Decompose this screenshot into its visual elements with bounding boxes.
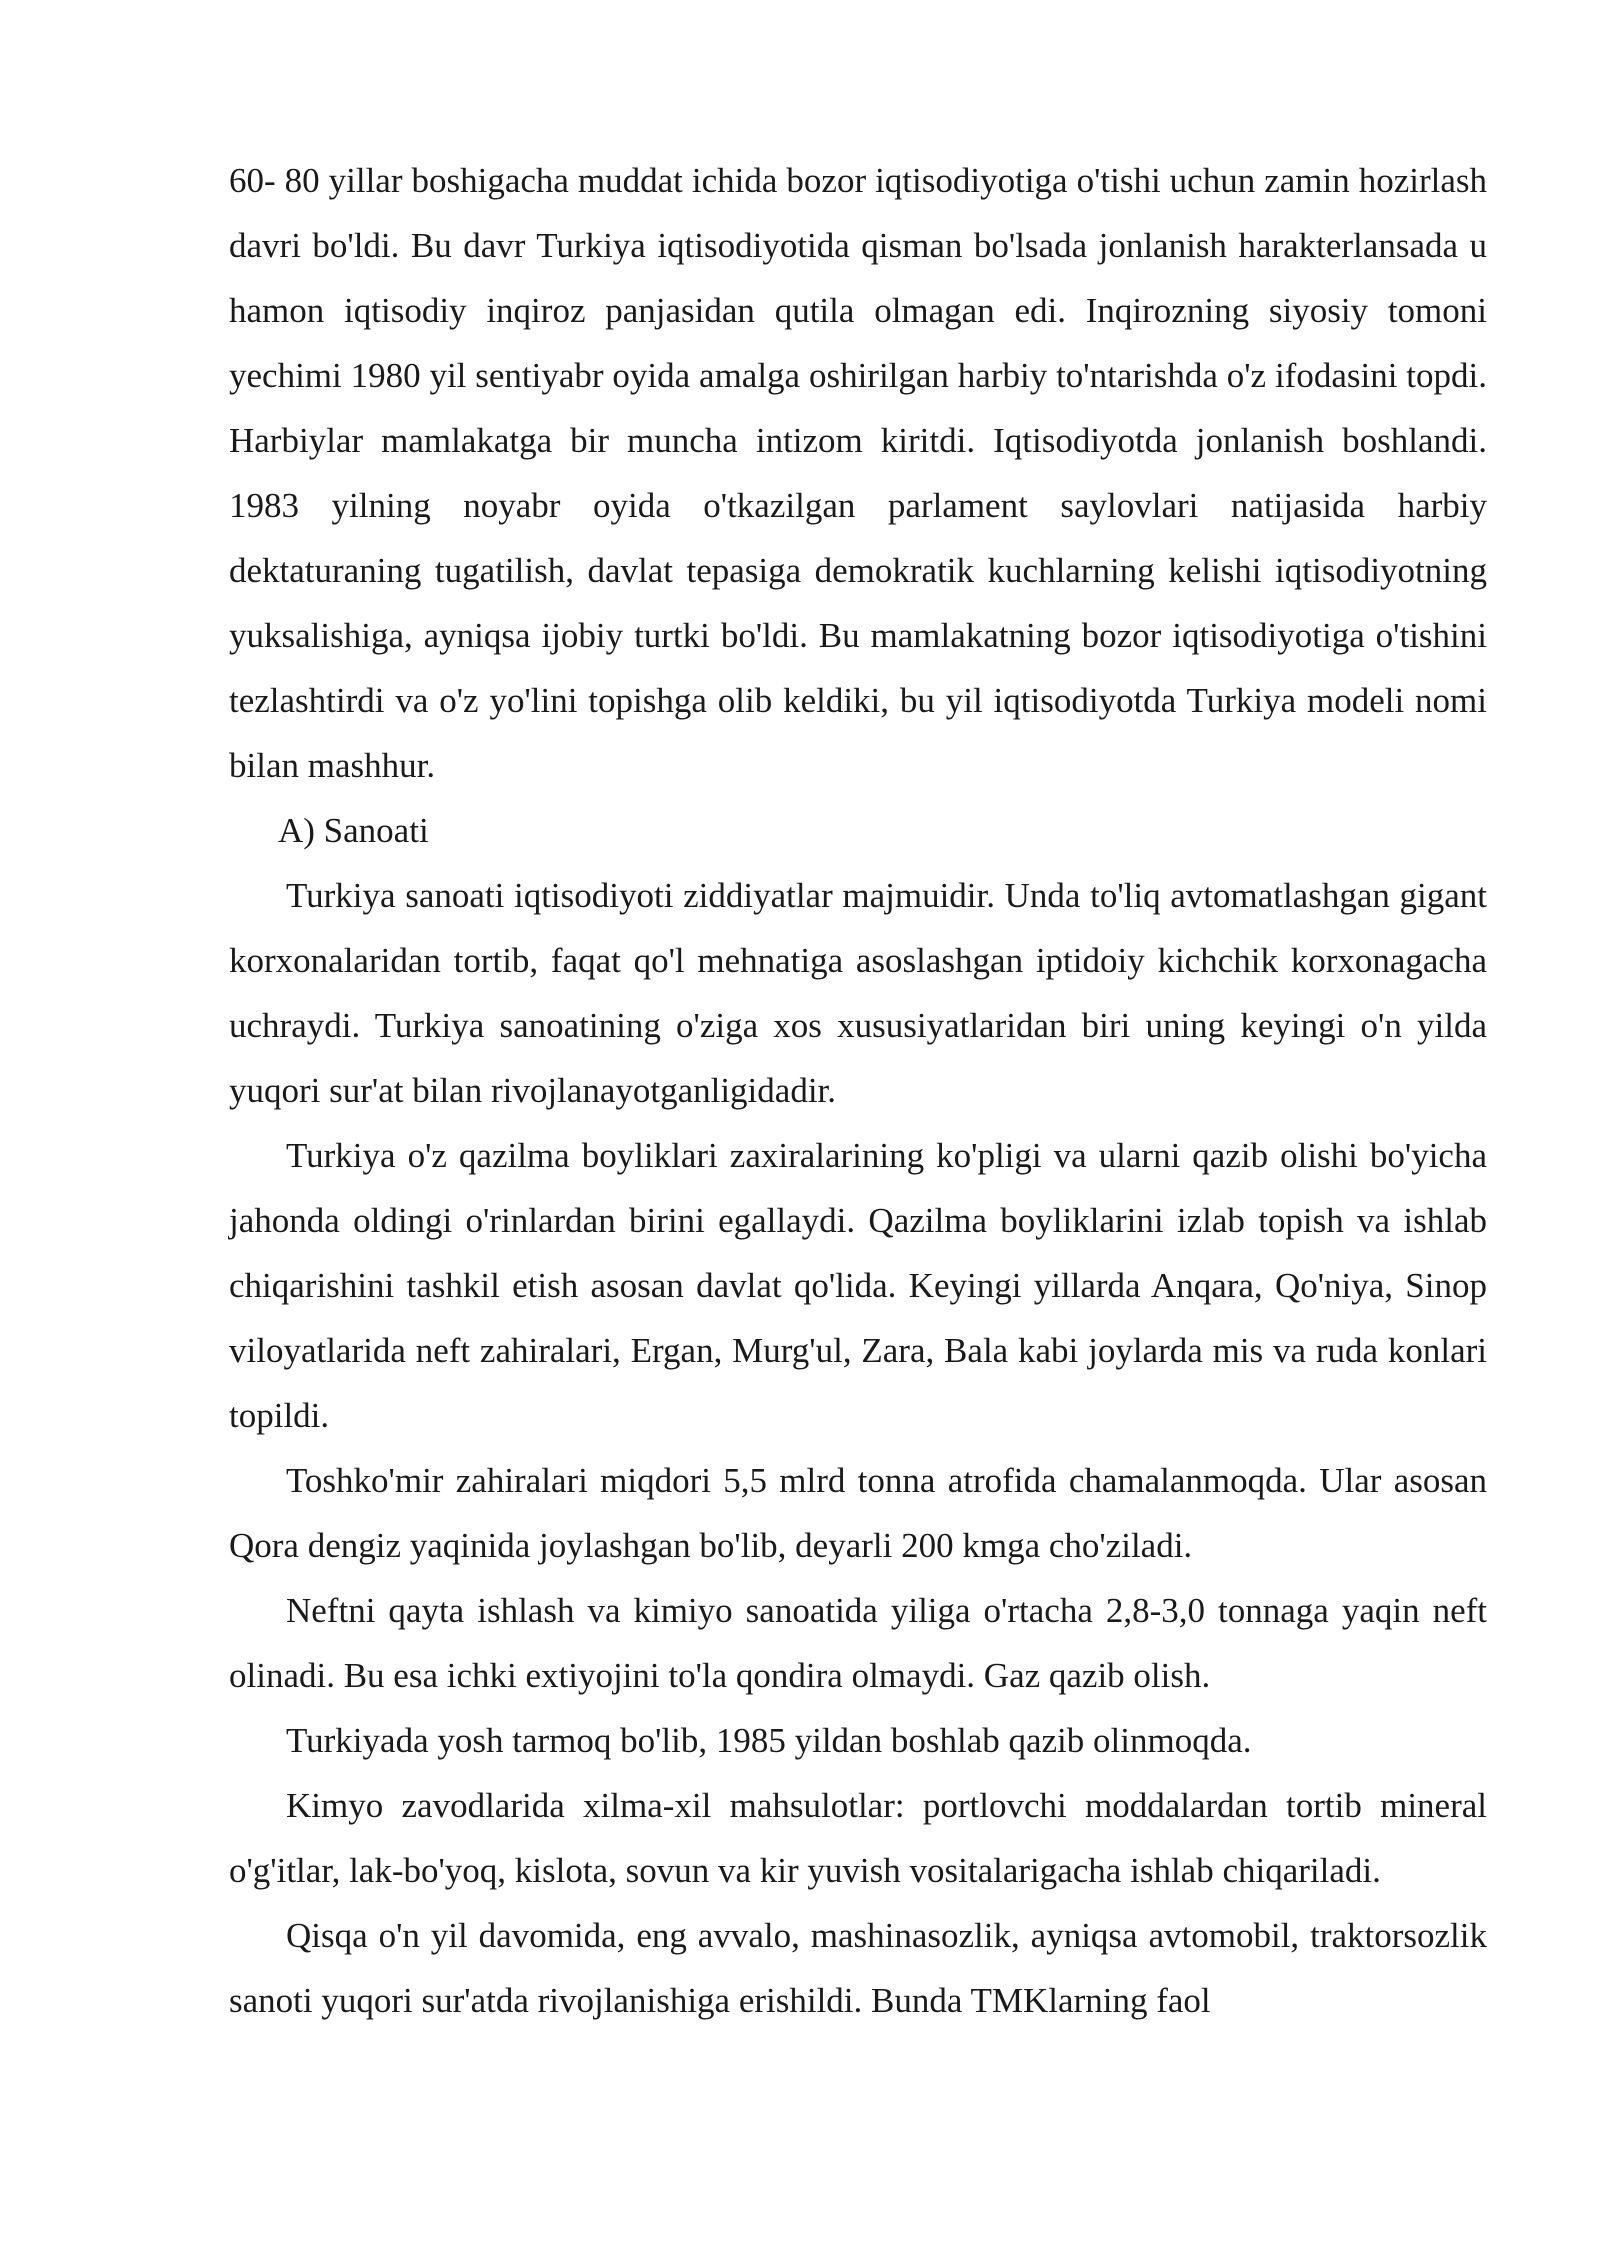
body-paragraph: Qisqa o'n yil davomida, eng avvalo, mashinasozlik, ayniqsa avtomobil, traktorsozlik sanoti yuqori sur'atda rivojlanishiga erishildi. Bunda TMKlarning faol bbox=[229, 1916, 1487, 2020]
body-paragraph: Turkiyada yosh tarmoq bo'lib, 1985 yildan boshlab qazib olinmoqda. bbox=[286, 1721, 1252, 1760]
intro-paragraph: 60- 80 yillar boshigacha muddat ichida bozor iqtisodiyotiga o'tishi uchun zamin hozirlash davri bo'ldi. Bu davr Turkiya iqtisodiyotida qisman bo'lsada jonlanish harakterlansada u hamon iqtisodiy inqiroz panjasidan qutila olmagan edi. Inqirozning siyosiy tomoni yechimi 1980 yil sentiyabr oyida amalga oshirilgan harbiy to'ntarishda o'z ifodasini topdi. Harbiylar mamlakatga bir muncha intizom kiritdi. Iqtisodiyotda jonlanish boshlandi. 1983 yilning noyabr oyida o'tkazilgan parlament saylovlari natijasida harbiy dektaturaning tugatilish, davlat tepasiga demokratik kuchlarning kelishi iqtisodiyotning yuksalishiga, ayniqsa ijobiy turtki bo'ldi. Bu mamlakatning bozor iqtisodiyotiga o'tishini tezlashtirdi va o'z yo'lini topishga olib keldiki, bu yil iqtisodiyotda Turkiya modeli nomi bilan mashhur. bbox=[229, 161, 1487, 785]
body-paragraph: Turkiya o'z qazilma boyliklari zaxiralarining ko'pligi va ularni qazib olishi bo'yicha jahonda oldingi o'rinlardan birini egallaydi. Qazilma boyliklarini izlab topish va ishlab chiqarishini tashkil etish asosan davlat qo'lida. Keyingi yillarda Anqara, Qo'niya, Sinop viloyatlarida neft zahiralari, Ergan, Murg'ul, Zara, Bala kabi joylarda mis va ruda konlari topildi. bbox=[229, 1136, 1487, 1435]
document-page bbox=[229, 148, 1487, 2033]
body-paragraph: Neftni qayta ishlash va kimiyo sanoatida yiliga o'rtacha 2,8-3,0 tonnaga yaqin neft olinadi. Bu esa ichki extiyojini to'la qondira olmaydi. Gaz qazib olish. bbox=[229, 1591, 1487, 1695]
section-heading: A) Sanoati bbox=[278, 811, 429, 850]
body-paragraph: Turkiya sanoati iqtisodiyoti ziddiyatlar majmuidir. Unda to'liq avtomatlashgan gigant korxonalaridan tortib, faqat qo'l mehnatiga asoslashgan iptidoiy kichchik korxonagacha uchraydi. Turkiya sanoatining o'ziga xos xususiyatlaridan biri uning keyingi o'n yilda yuqori sur'at bilan rivojlanayotganligidadir. bbox=[229, 876, 1487, 1110]
body-paragraph: Toshko'mir zahiralari miqdori 5,5 mlrd tonna atrofida chamalanmoqda. Ular asosan Qora dengiz yaqinida joylashgan bo'lib, deyarli 200 kmga cho'ziladi. bbox=[229, 1461, 1487, 1565]
body-paragraph: Kimyo zavodlarida xilma-xil mahsulotlar: portlovchi moddalardan tortib mineral o'g'itlar, lak-bo'yoq, kislota, sovun va kir yuvish vositalarigacha ishlab chiqariladi. bbox=[229, 1786, 1487, 1890]
